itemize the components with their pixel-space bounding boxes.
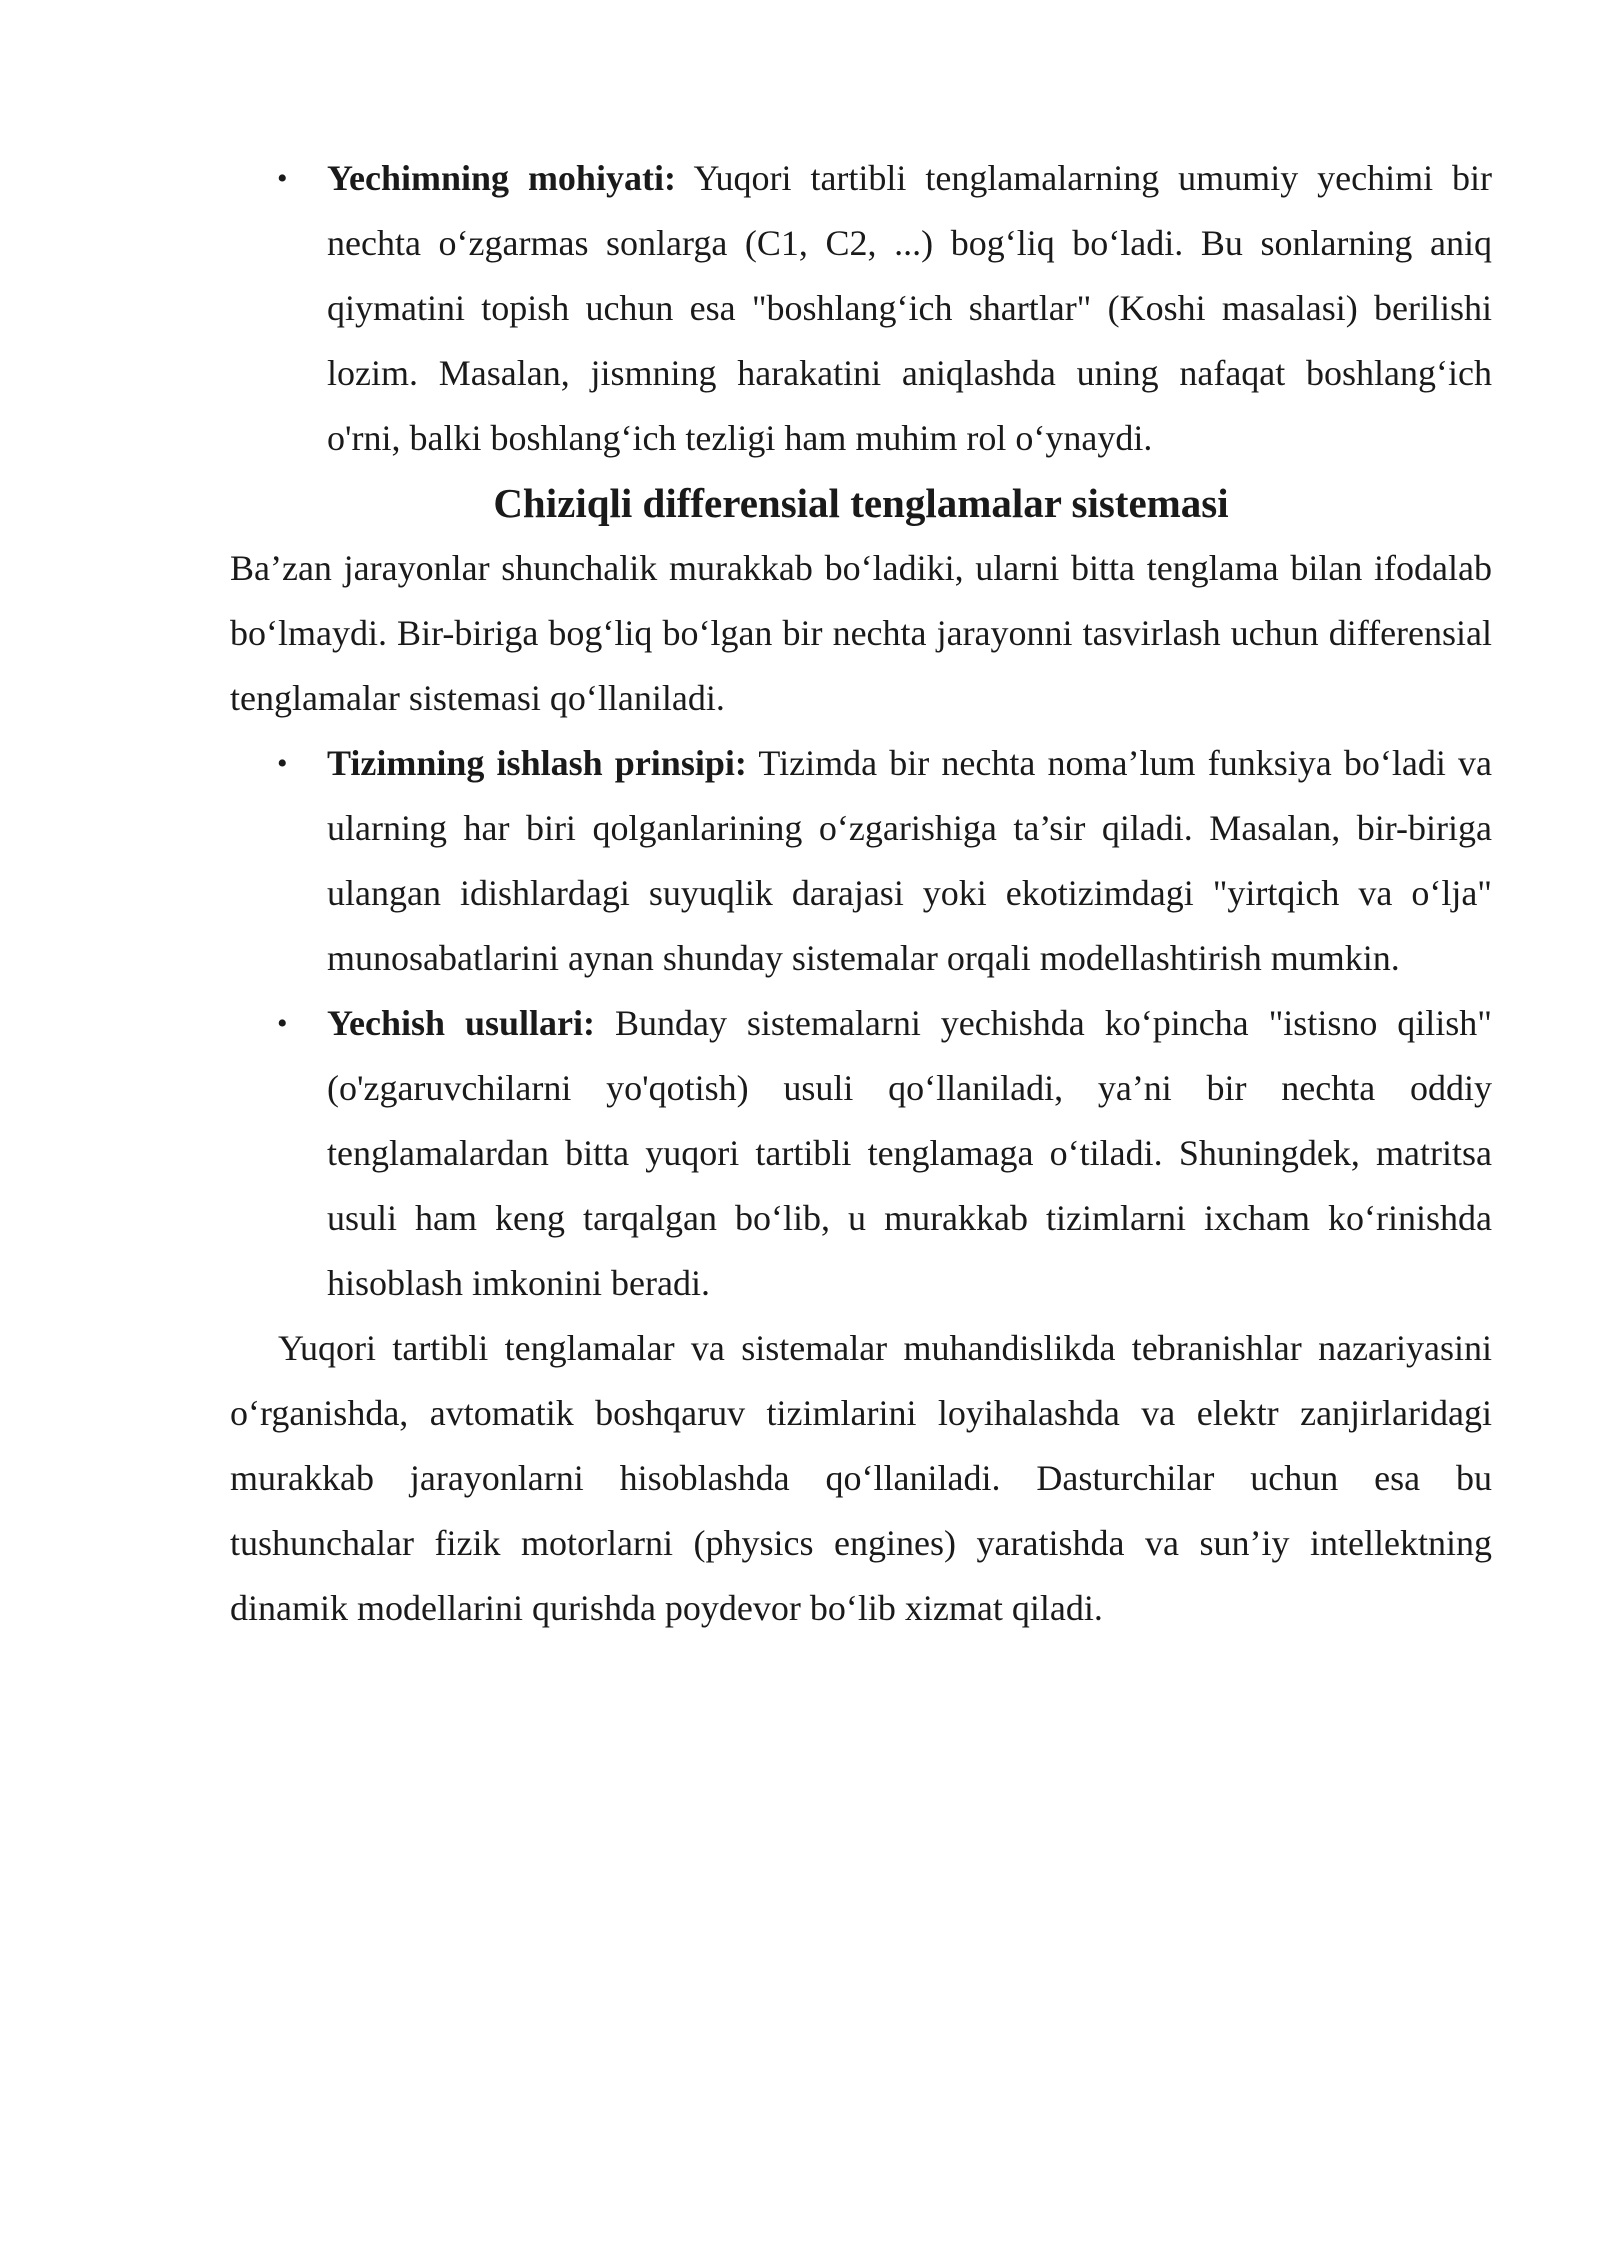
bullet-text: Yuqori tartibli tenglamalarning umumiy yechimi bir nechta o‘zgarmas sonlarga (C1, C2, ...) bog‘liq bo‘ladi. Bu sonlarning aniq qiymatini topish uchun esa "boshlang‘ich shartlar" (Koshi masalasi) berilishi lozim. Masalan, jismning harakatini aniqlashda uning nafaqat boshlang‘ich o'rni, balki boshlang‘ich tezligi ham muhim rol o‘ynaydi. — [327, 158, 1492, 458]
bullet-text: Bunday sistemalarni yechishda ko‘pincha "istisno qilish" (o'zgaruvchilarni yo'qotish) usuli qo‘llaniladi, ya’ni bir nechta oddiy tenglamalardan bitta yuqori tartibli tenglamaga o‘tiladi. Shuningdek, matritsa usuli ham keng tarqalgan bo‘lib, u murakkab tizimlarni ixcham ko‘rinishda hisoblash imkonini beradi. — [327, 1003, 1492, 1303]
list-item — [230, 731, 1492, 991]
bullet-lead: Tizimning ishlash prinsipi: — [327, 743, 747, 783]
section-title: Chiziqli differensial tenglamalar sistemasi — [493, 480, 1229, 526]
bullet-text: Tizimda bir nechta noma’lum funksiya bo‘ladi va ularning har biri qolganlarining o‘zgarishiga ta’sir qiladi. Masalan, bir-biriga ulangan idishlardagi suyuqlik darajasi yoki ekotizimdagi "yirtqich va o‘lja" munosabatlarini aynan shunday sistemalar orqali modellashtirish mumkin. — [327, 743, 1492, 978]
bullet-icon: • — [277, 747, 288, 780]
list-item — [230, 991, 1492, 1316]
intro-bullet-list — [230, 146, 1492, 471]
bullet-icon: • — [277, 1007, 288, 1040]
bullet-lead: Yechimning mohiyati: — [327, 158, 676, 198]
bullet-lead: Yechish usullari: — [327, 1003, 595, 1043]
list-item — [230, 146, 1492, 471]
section-bullet-list — [230, 731, 1492, 1316]
bullet-icon: • — [277, 162, 288, 195]
document-page — [230, 146, 1492, 1641]
section-intro-paragraph: Ba’zan jarayonlar shunchalik murakkab bo‘ladiki, ularni bitta tenglama bilan ifodalab bo‘lmaydi. Bir-biriga bog‘liq bo‘lgan bir nechta jarayonni tasvirlash uchun differensial tenglamalar sistemasi qo‘llaniladi. — [230, 548, 1492, 718]
conclusion-paragraph: Yuqori tartibli tenglamalar va sistemalar muhandislikda tebranishlar nazariyasini o‘rganishda, avtomatik boshqaruv tizimlarini loyihalashda va elektr zanjirlaridagi murakkab jarayonlarni hisoblashda qo‘llaniladi. Dasturchilar uchun esa bu tushunchalar fizik motorlarni (physics engines) yaratishda va sun’iy intellektning dinamik modellarini qurishda poydevor bo‘lib xizmat qiladi. — [230, 1328, 1492, 1628]
